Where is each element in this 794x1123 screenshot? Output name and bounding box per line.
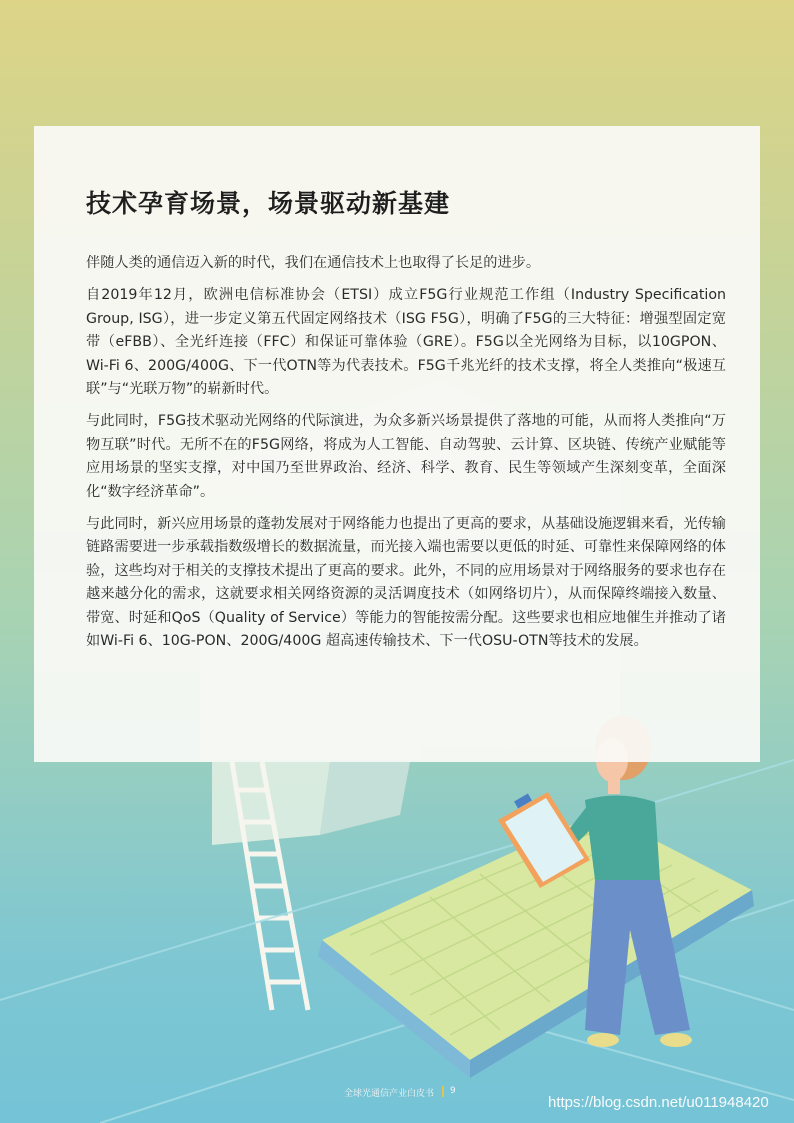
body-text [86, 252, 726, 663]
footer-publication: 全球光通信产业白皮书 [344, 1089, 435, 1099]
footer-separator [442, 1086, 444, 1097]
paragraph-f5g-scenarios: 与此同时，F5G技术驱动光网络的代际演进，为众多新兴场景提供了落地的可能，从而将人类推向“万物互联”时代。无所不在的F5G网络，将成为人工智能、自动驾驶、云计算、区块链、传统产业赋能等应用场景的坚实支撑，对中国乃至世界政治、经济、科学、教育、民生等领域产生深刻变革，全面深化“数字经济革命”。 [86, 413, 726, 500]
page-number: 9 [450, 1086, 456, 1096]
paragraph-f5g-definition: 自2019年12月，欧洲电信标准协会（ETSI）成立F5G行业规范工作组（Industry Specification Group, ISG），进一步定义第五代固定网络技术（ISG F5G），明确了F5G的三大特征：增强型固定宽带（eFBB）、全光纤连接（FFC）和保证可靠体验（GRE）。F5G以全光网络为目标，以10GPON、Wi-Fi 6、200G/400G、下一代OTN等为代表技术。F5G千兆光纤的技术支撑，将全人类推向“极速互联”与“光联万物”的崭新时代。 [86, 287, 726, 398]
paragraph-intro: 伴随人类的通信迈入新的时代，我们在通信技术上也取得了长足的进步。 [86, 255, 541, 271]
paragraph-network-requirements: 与此同时，新兴应用场景的蓬勃发展对于网络能力也提出了更高的要求，从基础设施逻辑来看，光传输链路需要进一步承载指数级增长的数据流量，而光接入端也需要以更低的时延、可靠性来保障网络的体验，这些均对于相关的支撑技术提出了更高的要求。此外，不同的应用场景对于网络服务的要求也存在越来越分化的需求，这就要求相关网络资源的灵活调度技术（如网络切片），从而保障终端接入数量、带宽、时延和QoS（Quality of Service）等能力的智能按需分配。这些要求也相应地催生并推动了诸如Wi-Fi 6、10G-PON、200G/400G 超高速传输技术、下一代OSU-OTN等技术的发展。 [86, 516, 726, 650]
watermark-url: https://blog.csdn.net/u011948420 [548, 1094, 769, 1111]
section-heading: 技术孕育场景，场景驱动新基建 [86, 189, 451, 218]
